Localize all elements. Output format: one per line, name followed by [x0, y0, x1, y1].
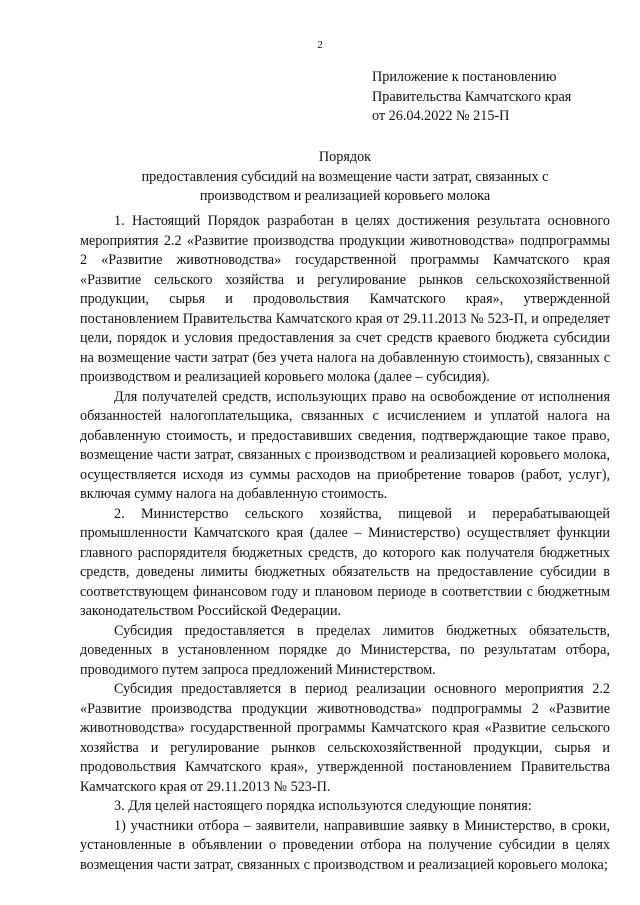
appendix-line-3: от 26.04.2022 № 215-П	[372, 108, 510, 124]
title-line-1: Порядок	[318, 149, 372, 165]
title-line-2: предоставления субсидий на возмещение части затрат, связанных с	[141, 168, 549, 185]
document-title	[80, 148, 610, 207]
appendix-line-1: Приложение к постановлению	[372, 69, 557, 85]
document-body	[80, 212, 610, 875]
paragraph-3: 2. Министерство сельского хозяйства, пищевой и перерабатывающей промышленности Камчатского края (далее – Министерство) осуществляет функции главного распорядителя бюджетных средств, до которого как получателя бюджетных средств, доведены лимиты бюджетных обязательств на предоставление субсидии в соответствующем финансовом году и плановом периоде в соответствии с бюджетным законодательством Российской Федерации.	[80, 505, 610, 619]
appendix-block	[372, 68, 622, 127]
paragraph-6: 3. Для целей настоящего порядка используются следующие понятия:	[114, 798, 532, 814]
paragraph-2: Для получателей средств, использующих право на освобождение от исполнения обязанностей налогоплательщика, связанных с исчислением и уплатой налога на добавленную стоимость, и предоставивших сведения, подтверждающие такое право, возмещение части затрат, связанных с производством и реализацией коровьего молока, осуществляется исходя из суммы расходов на приобретение товаров (работ, услуг), включая сумму налога на добавленную стоимость.	[80, 388, 610, 502]
paragraph-1: 1. Настоящий Порядок разработан в целях достижения результата основного мероприятия 2.2 «Развитие производства продукции животноводства» подпрограммы 2 «Развитие животноводства» государственной программы Камчатского края «Развитие сельского хозяйства и регулирование рынков сельскохозяйственной продукции, сырья и продовольствия Камчатского края», утвержденной постановлением Правительства Камчатского края от 29.11.2013 № 523-П, и определяет цели, порядок и условия предоставления за счет средств краевого бюджета субсидии на возмещение части затрат (без учета налога на добавленную стоимость), связанных с производством и реализацией коровьего молока (далее – субсидия).	[80, 213, 610, 385]
page-number: 2	[317, 39, 323, 51]
paragraph-4: Субсидия предоставляется в пределах лимитов бюджетных обязательств, доведенных в установленном порядке до Министерства, по результатам отбора, проводимого путем запроса предложений Министерством.	[80, 622, 610, 678]
paragraph-5: Субсидия предоставляется в период реализации основного мероприятия 2.2 «Развитие производства продукции животноводства» подпрограммы 2 «Развитие животноводства» государственной программы Камчатского края «Развитие сельского хозяйства и регулирование рынков сельскохозяйственной продукции, сырья и продовольствия Камчатского края», утвержденной постановлением Правительства Камчатского края от 29.11.2013 № 523-П.	[80, 681, 610, 795]
title-line-3: производством и реализацией коровьего молока	[199, 188, 491, 204]
paragraph-7: 1) участники отбора – заявители, направившие заявку в Министерство, в сроки, установленные в объявлении о проведении отбора на получение субсидии в целях возмещения части затрат, связанных с производством и реализацией коровьего молока;	[80, 817, 610, 873]
appendix-line-2: Правительства Камчатского края	[372, 88, 572, 105]
